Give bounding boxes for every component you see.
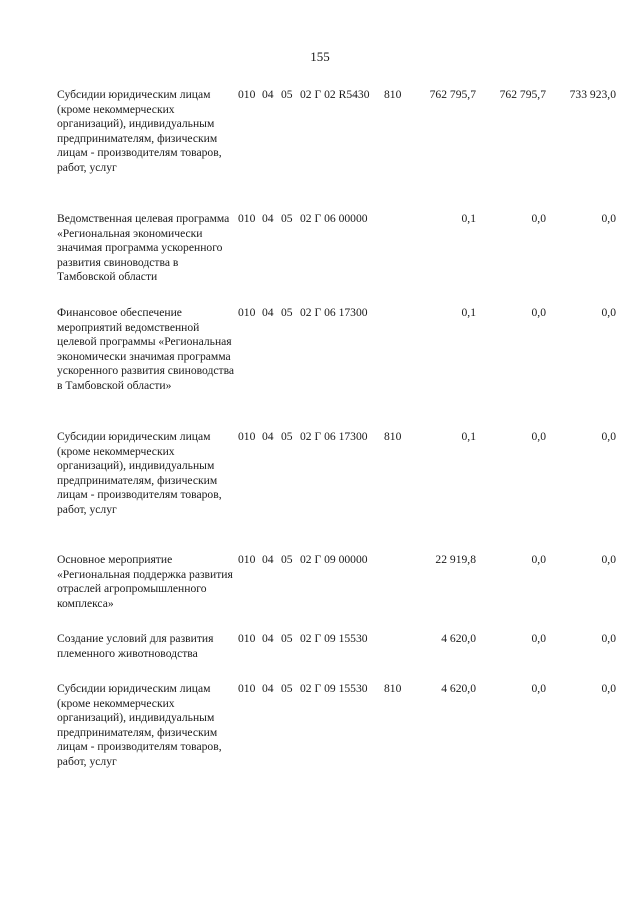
amount-year-3: 0,0 — [601, 212, 616, 225]
amount-year-3: 0,0 — [601, 430, 616, 443]
expense-type-code: 810 — [384, 682, 402, 695]
section-code: 04 — [262, 553, 274, 566]
amount-year-2: 0,0 — [531, 682, 546, 695]
expense-type-code: 810 — [384, 88, 402, 101]
amount-year-3: 0,0 — [601, 553, 616, 566]
admin-code: 010 — [238, 682, 256, 695]
admin-code: 010 — [238, 212, 256, 225]
admin-code: 010 — [238, 632, 256, 645]
section-code: 04 — [262, 682, 274, 695]
amount-year-1: 4 620,0 — [441, 682, 476, 695]
section-code: 04 — [262, 212, 274, 225]
section-code: 04 — [262, 632, 274, 645]
amount-year-1: 762 795,7 — [429, 88, 476, 101]
amount-year-2: 0,0 — [531, 632, 546, 645]
amount-year-2: 0,0 — [531, 430, 546, 443]
row-name: Субсидии юридическим лицам (кроме некоммерческих организаций), индивидуальным предпринимателям, физическим лицам - производителям товаров, работ, услуг — [57, 88, 222, 174]
subsection-code: 05 — [281, 553, 293, 566]
subsection-code: 05 — [281, 88, 293, 101]
amount-year-1: 0,1 — [461, 212, 476, 225]
expense-type-code: 810 — [384, 430, 402, 443]
amount-year-2: 0,0 — [531, 306, 546, 319]
target-article-code: 02 Г 02 R5430 — [300, 88, 370, 101]
row-name: Ведомственная целевая программа «Региональная экономически значимая программа ускоренного развития свиноводства в Тамбовской области — [57, 212, 230, 283]
admin-code: 010 — [238, 306, 256, 319]
amount-year-3: 0,0 — [601, 632, 616, 645]
amount-year-2: 0,0 — [531, 212, 546, 225]
row-name: Создание условий для развития племенного животноводства — [57, 632, 214, 660]
row-name: Основное мероприятие «Региональная поддержка развития отраслей агропромышленного комплекса» — [57, 553, 233, 610]
subsection-code: 05 — [281, 212, 293, 225]
amount-year-2: 762 795,7 — [499, 88, 546, 101]
target-article-code: 02 Г 09 00000 — [300, 553, 368, 566]
section-code: 04 — [262, 430, 274, 443]
section-code: 04 — [262, 88, 274, 101]
page-number: 155 — [310, 49, 330, 64]
row-name: Субсидии юридическим лицам (кроме некоммерческих организаций), индивидуальным предпринимателям, физическим лицам - производителям товаров, работ, услуг — [57, 430, 222, 516]
row-name: Субсидии юридическим лицам (кроме некоммерческих организаций), индивидуальным предпринимателям, физическим лицам - производителям товаров, работ, услуг — [57, 682, 222, 768]
target-article-code: 02 Г 06 17300 — [300, 306, 368, 319]
subsection-code: 05 — [281, 430, 293, 443]
amount-year-3: 0,0 — [601, 306, 616, 319]
amount-year-1: 0,1 — [461, 430, 476, 443]
section-code: 04 — [262, 306, 274, 319]
admin-code: 010 — [238, 430, 256, 443]
target-article-code: 02 Г 09 15530 — [300, 682, 368, 695]
subsection-code: 05 — [281, 306, 293, 319]
amount-year-1: 22 919,8 — [435, 553, 476, 566]
row-name: Финансовое обеспечение мероприятий ведомственной целевой программы «Региональная экономически значимая программа ускоренного развития свиноводства в Тамбовской области» — [57, 306, 235, 392]
amount-year-2: 0,0 — [531, 553, 546, 566]
target-article-code: 02 Г 06 00000 — [300, 212, 368, 225]
target-article-code: 02 Г 09 15530 — [300, 632, 368, 645]
amount-year-1: 4 620,0 — [441, 632, 476, 645]
amount-year-3: 733 923,0 — [569, 88, 616, 101]
admin-code: 010 — [238, 88, 256, 101]
amount-year-1: 0,1 — [461, 306, 476, 319]
subsection-code: 05 — [281, 632, 293, 645]
admin-code: 010 — [238, 553, 256, 566]
target-article-code: 02 Г 06 17300 — [300, 430, 368, 443]
subsection-code: 05 — [281, 682, 293, 695]
amount-year-3: 0,0 — [601, 682, 616, 695]
